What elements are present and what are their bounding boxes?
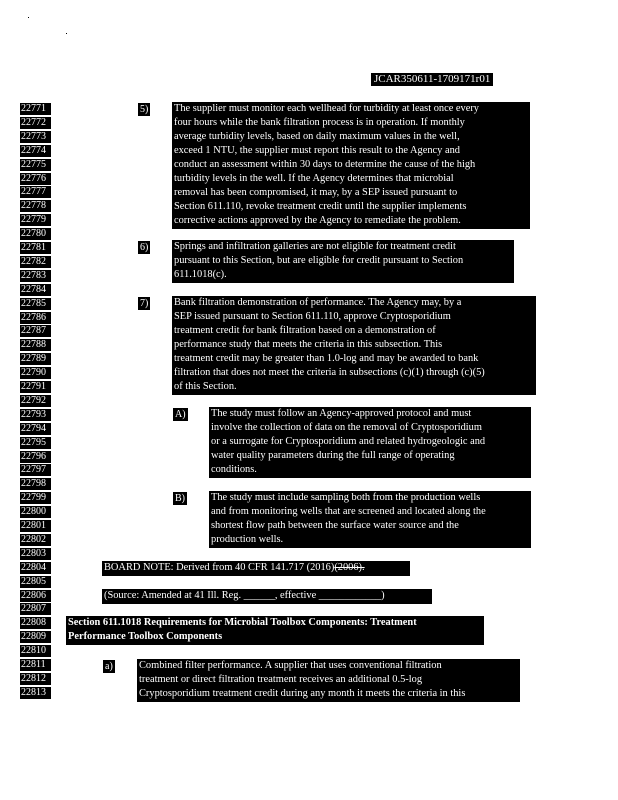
line-number: 22790: [20, 367, 51, 379]
line-number: 22793: [20, 409, 51, 421]
line-number: 22795: [20, 437, 51, 449]
line-number: 22781: [20, 242, 51, 254]
document-id: JCAR350611-1709171r01: [371, 73, 493, 86]
line-number: 22772: [20, 117, 51, 129]
line-number: 22812: [20, 673, 51, 685]
line-number: 22794: [20, 423, 51, 435]
line-number: 22786: [20, 312, 51, 324]
line-number: 22804: [20, 562, 51, 574]
item-marker-A: A): [175, 409, 186, 420]
line-number: 22805: [20, 576, 51, 588]
line-number: 22810: [20, 645, 51, 657]
line-number: 22782: [20, 256, 51, 268]
struck-text: (2006).: [334, 562, 365, 573]
paragraph-item-B: The study must include sampling both from the production wells and from monitoring wells that are screened and located along the shortest flow path between the surface water source and the production wells.: [209, 491, 531, 548]
line-number: 22789: [20, 353, 51, 365]
item-marker-5: 5): [140, 104, 149, 115]
paragraph-item-7: Bank filtration demonstration of performance. The Agency may, by a SEP issued pursuant to Section 611.110, approve Cryptosporidium treatment credit for bank filtration based on a demonstration of performance study that meets the criteria in this subsection. This treatment credit may be greater than 1.0-log and may be awarded to bank filtration that does not meet the criteria in subsections (c)(1) through (c)(5) of this Section.: [172, 296, 536, 395]
paragraph-item-5: The supplier must monitor each wellhead for turbidity at least once every four hours while the bank filtration process is in operation. If monthly average turbidity levels, based on daily maximum values in the well, exceed 1 NTU, the supplier must report this result to the Agency and conduct an assessment within 30 days to determine the cause of the high turbidity levels in the well. If the Agency determines that microbial removal has been compromised, it may, by a SEP issued pursuant to Section 611.110, revoke treatment credit until the supplier implements corrective actions approved by the Agency to remediate the problem.: [172, 102, 530, 229]
line-number: 22813: [20, 687, 51, 699]
line-number: 22784: [20, 284, 51, 296]
line-number: 22796: [20, 451, 51, 463]
line-number: 22798: [20, 478, 51, 490]
line-number: 22788: [20, 339, 51, 351]
line-number: 22773: [20, 131, 51, 143]
line-number: 22803: [20, 548, 51, 560]
paragraph-item-a: Combined filter performance. A supplier that uses conventional filtration treatment or direct filtration treatment receives an additional 0.5-log Cryptosporidium treatment credit during any month it meets the criteria in this: [137, 659, 520, 702]
line-number: 22797: [20, 464, 51, 476]
board-note: BOARD NOTE: Derived from 40 CFR 141.717 (2016)(2006).: [102, 561, 410, 576]
line-number: 22776: [20, 173, 51, 185]
section-heading: Section 611.1018 Requirements for Microbial Toolbox Components: Treatment Performance Toolbox Components: [66, 616, 484, 645]
line-number: 22806: [20, 590, 51, 602]
line-number: 22771: [20, 103, 51, 115]
line-number: 22807: [20, 603, 51, 615]
line-number: 22800: [20, 506, 51, 518]
line-number: 22792: [20, 395, 51, 407]
line-number: 22809: [20, 631, 51, 643]
line-number: 22777: [20, 186, 51, 198]
source-note: (Source: Amended at 41 Ill. Reg. ______, effective ____________): [102, 589, 432, 604]
item-marker-a: a): [105, 661, 113, 672]
scan-speck: [66, 33, 67, 34]
line-number: 22808: [20, 617, 51, 629]
line-number: 22799: [20, 492, 51, 504]
line-number: 22779: [20, 214, 51, 226]
scan-speck: [28, 17, 29, 18]
line-number: 22783: [20, 270, 51, 282]
item-marker-7: 7): [140, 298, 149, 309]
paragraph-item-A: The study must follow an Agency-approved protocol and must involve the collection of data on the removal of Cryptosporidium or a surrogate for Cryptosporidium and related hydrogeologic and water quality parameters during the full range of operating conditions.: [209, 407, 531, 478]
item-marker-B: B): [175, 493, 185, 504]
line-number: 22785: [20, 298, 51, 310]
line-number: 22775: [20, 159, 51, 171]
line-number: 22811: [20, 659, 51, 671]
line-number: 22801: [20, 520, 51, 532]
line-number: 22778: [20, 200, 51, 212]
paragraph-item-6: Springs and infiltration galleries are not eligible for treatment credit pursuant to this Section, but are eligible for credit pursuant to Section 611.1018(c).: [172, 240, 514, 283]
line-number: 22791: [20, 381, 51, 393]
line-number: 22774: [20, 145, 51, 157]
line-number: 22787: [20, 325, 51, 337]
item-marker-6: 6): [140, 242, 149, 253]
line-number: 22780: [20, 228, 51, 240]
line-number: 22802: [20, 534, 51, 546]
